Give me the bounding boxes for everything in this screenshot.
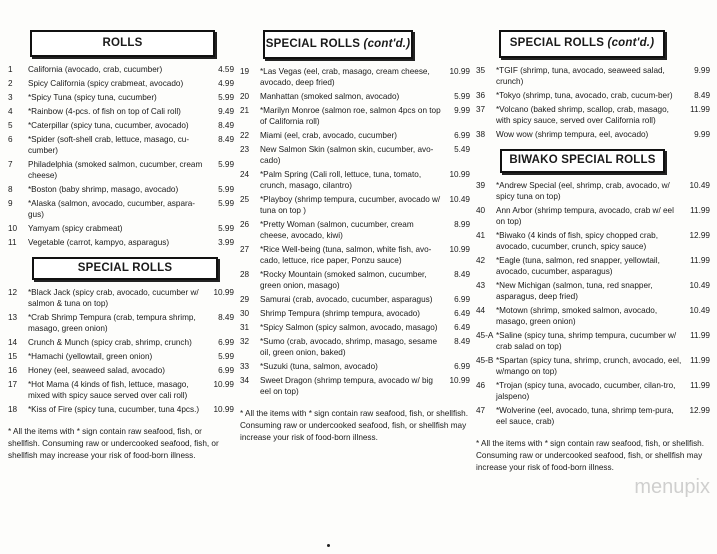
item-number: 24 xyxy=(240,170,250,179)
menu-item xyxy=(8,312,234,334)
item-number: 33 xyxy=(240,362,250,371)
menu-item xyxy=(240,194,470,216)
menu-item xyxy=(476,330,710,352)
item-description: New Salmon Skin (salmon skin, cucumber, avo-cado) xyxy=(260,145,434,165)
item-description: *TGIF (shrimp, tuna, avocado, seaweed salad, crunch) xyxy=(496,66,665,86)
menu-item xyxy=(476,255,710,277)
item-description: Miami (eel, crab, avocado, cucumber) xyxy=(260,131,397,140)
item-price: 9.99 xyxy=(454,106,470,115)
item-number: 46 xyxy=(476,381,486,390)
item-price: 10.49 xyxy=(689,181,710,190)
menu-item xyxy=(8,365,234,376)
menu-item xyxy=(8,287,234,309)
column-3 xyxy=(476,30,710,499)
menu-item xyxy=(240,144,470,166)
item-price: 10.49 xyxy=(689,306,710,315)
menu-item xyxy=(240,130,470,141)
item-price: 8.99 xyxy=(454,220,470,229)
special-rolls-heading: SPECIAL ROLLS xyxy=(32,257,218,280)
menu-item xyxy=(8,337,234,348)
item-description: *Hot Mama (4 kinds of fish, lettuce, masago, mixed with spicy sauce served over cali roll) xyxy=(28,380,189,400)
item-description: *Sumo (crab, avocado, shrimp, masago, sesame oil, green onion, baked) xyxy=(260,337,438,357)
rolls-heading: ROLLS xyxy=(30,30,215,57)
menu-item xyxy=(240,91,470,102)
column-1 xyxy=(8,30,234,462)
item-price: 11.99 xyxy=(690,331,710,340)
item-number: 38 xyxy=(476,130,486,139)
menu-item xyxy=(8,379,234,401)
item-number: 42 xyxy=(476,256,486,265)
item-description: *Spicy Salmon (spicy salmon, avocado, masago) xyxy=(260,323,438,332)
menu-item xyxy=(476,104,710,126)
heading-text: SPECIAL ROLLS xyxy=(509,37,605,49)
item-number: 20 xyxy=(240,92,250,101)
menu-item xyxy=(476,380,710,402)
special-rolls-contd-heading-2 xyxy=(499,30,665,58)
item-number: 36 xyxy=(476,91,486,100)
menu-item xyxy=(240,105,470,127)
raw-food-notice: * All the items with * sign contain raw seafood, fish, or shellfish. Consuming raw or undercooked seafood, fish, or shellfish may increase your risk of food-born illness. xyxy=(8,427,219,460)
item-price: 10.99 xyxy=(449,245,470,254)
item-price: 9.99 xyxy=(694,66,710,75)
item-number: 27 xyxy=(240,245,250,254)
item-description: *Andrew Special (eel, shrimp, crab, avocado, w/ spicy tuna on top) xyxy=(496,181,670,201)
special-rolls-contd-heading xyxy=(263,30,413,59)
item-number: 29 xyxy=(240,295,250,304)
item-price: 3.99 xyxy=(218,238,234,247)
item-description: *Volcano (baked shrimp, scallop, crab, masago, with spicy sauce, served over California roll) xyxy=(496,105,669,125)
item-number: 12 xyxy=(8,288,18,297)
heading-text: SPECIAL ROLLS xyxy=(265,38,361,50)
item-price: 5.99 xyxy=(454,92,470,101)
item-price: 9.99 xyxy=(694,130,710,139)
menu-item xyxy=(8,92,234,103)
menu-item xyxy=(8,159,234,181)
menu-item xyxy=(8,237,234,248)
item-price: 12.99 xyxy=(689,406,710,415)
item-price: 10.99 xyxy=(449,376,470,385)
item-description: Ann Arbor (shrimp tempura, avocado, crab w/ eel on top) xyxy=(496,206,674,226)
item-number: 41 xyxy=(476,231,486,240)
menu-item xyxy=(476,90,710,101)
item-price: 6.49 xyxy=(454,323,470,332)
menu-item xyxy=(8,120,234,131)
item-price: 6.99 xyxy=(454,295,470,304)
item-price: 11.99 xyxy=(690,381,710,390)
menu-item xyxy=(8,223,234,234)
menu-item xyxy=(240,66,470,88)
item-description: *Rainbow (4-pcs. of fish on top of Cali roll) xyxy=(28,107,181,116)
menu-item xyxy=(240,322,470,333)
item-description: California (avocado, crab, cucumber) xyxy=(28,65,163,74)
item-price: 8.49 xyxy=(218,135,234,144)
item-price: 11.99 xyxy=(690,105,710,114)
item-price: 6.49 xyxy=(454,309,470,318)
menu-item xyxy=(8,404,234,415)
item-number: 17 xyxy=(8,380,18,389)
item-price: 8.49 xyxy=(454,270,470,279)
menu-item xyxy=(240,336,470,358)
item-description: *Trojan (spicy tuna, avocado, cucumber, cilan-tro, jalspeno) xyxy=(496,381,676,401)
item-number: 45-B xyxy=(476,356,494,365)
item-number: 1 xyxy=(8,65,13,74)
item-price: 8.49 xyxy=(218,313,234,322)
item-price: 10.49 xyxy=(449,195,470,204)
menu-item xyxy=(476,280,710,302)
item-price: 12.99 xyxy=(689,231,710,240)
item-number: 25 xyxy=(240,195,250,204)
menu-item xyxy=(476,230,710,252)
item-description: Shrimp Tempura (shrimp tempura, avocado) xyxy=(260,309,421,318)
item-number: 22 xyxy=(240,131,250,140)
item-price: 5.99 xyxy=(218,93,234,102)
item-description: *Marilyn Monroe (salmon roe, salmon 4pcs on top of California roll) xyxy=(260,106,441,126)
item-description: *New Michigan (salmon, tuna, red snapper, asparagus, deep fried) xyxy=(496,281,653,301)
item-number: 10 xyxy=(8,224,18,233)
item-number: 39 xyxy=(476,181,486,190)
item-number: 31 xyxy=(240,323,250,332)
special-rolls-list xyxy=(8,287,234,418)
item-number: 21 xyxy=(240,106,250,115)
item-description: *Las Vegas (eel, crab, masago, cream cheese, avocado, deep fried) xyxy=(260,67,430,87)
item-price: 8.49 xyxy=(694,91,710,100)
special-rolls-contd-list-2 xyxy=(476,65,710,143)
menu-item xyxy=(240,169,470,191)
item-description: *Spartan (spicy tuna, shrimp, crunch, avocado, eel, w/mango on top) xyxy=(496,356,682,376)
item-price: 6.99 xyxy=(218,338,234,347)
item-description: *Saline (spicy tuna, shrimp tempura, cucumber w/ crab salad on top) xyxy=(496,331,677,351)
item-price: 6.99 xyxy=(454,131,470,140)
biwako-special-rolls-heading: BIWAKO SPECIAL ROLLS xyxy=(500,149,665,173)
item-description: *Eagle (tuna, salmon, red snapper, yellowtail, avocado, cucumber, asparagus) xyxy=(496,256,660,276)
item-number: 43 xyxy=(476,281,486,290)
item-number: 45-A xyxy=(476,331,494,340)
menu-item xyxy=(8,134,234,156)
biwako-special-rolls-list xyxy=(476,180,710,430)
item-number: 37 xyxy=(476,105,486,114)
item-price: 6.99 xyxy=(454,362,470,371)
item-price: 5.99 xyxy=(218,224,234,233)
menu-item xyxy=(8,78,234,89)
item-price: 10.99 xyxy=(449,170,470,179)
item-price: 10.99 xyxy=(213,288,234,297)
item-number: 13 xyxy=(8,313,18,322)
item-description: Sweet Dragon (shrimp tempura, avocado w/ big eel on top) xyxy=(260,376,433,396)
menu-item xyxy=(240,294,470,305)
item-description: *Crab Shrimp Tempura (crab, tempura shrimp, masago, green onion) xyxy=(28,313,196,333)
item-price: 5.99 xyxy=(218,185,234,194)
special-rolls-contd-list xyxy=(240,66,470,400)
menu-item xyxy=(476,305,710,327)
item-number: 4 xyxy=(8,107,13,116)
item-price: 4.59 xyxy=(218,65,234,74)
item-description: *Wolverine (eel, avocado, tuna, shrimp tem-pura, eel sauce, crab) xyxy=(496,406,674,426)
item-description: *Kiss of Fire (spicy tuna, cucumber, tuna 4pcs.) xyxy=(28,405,200,414)
menu-item xyxy=(476,180,710,202)
item-description: *Spider (soft-shell crab, lettuce, masago, cu-cumber) xyxy=(28,135,190,155)
item-description: *Rocky Mountain (smoked salmon, cucumber, green onion, masago) xyxy=(260,270,427,290)
item-number: 44 xyxy=(476,306,486,315)
menu-item xyxy=(240,375,470,397)
item-price: 11.99 xyxy=(690,206,710,215)
item-price: 11.99 xyxy=(690,256,710,265)
menu-item xyxy=(240,244,470,266)
item-number: 18 xyxy=(8,405,18,414)
item-number: 11 xyxy=(8,238,17,247)
item-description: *Caterpillar (spicy tuna, cucumber, avocado) xyxy=(28,121,189,130)
item-description: Spicy California (spicy crabmeat, avocado) xyxy=(28,79,184,88)
item-description: *Alaska (salmon, avocado, cucumber, aspara-gus) xyxy=(28,199,196,219)
item-description: *Tokyo (shrimp, tuna, avocado, crab, cucum-ber) xyxy=(496,91,673,100)
raw-food-notice: * All the items with * sign contain raw seafood, fish, or shellfish. Consuming raw or undercooked seafood, fish, or shellfish may increase your risk of food-born illness. xyxy=(240,409,468,442)
item-price: 5.99 xyxy=(218,199,234,208)
item-number: 30 xyxy=(240,309,250,318)
item-price: 6.99 xyxy=(218,366,234,375)
menu-item xyxy=(8,64,234,75)
item-description: Manhattan (smoked salmon, avocado) xyxy=(260,92,400,101)
item-description: *Biwako (4 kinds of fish, spicy chopped crab, avocado, cucumber, crunch, spicy sauce) xyxy=(496,231,659,251)
item-number: 23 xyxy=(240,145,250,154)
page-dot xyxy=(327,544,330,547)
raw-food-notice: * All the items with * sign contain raw seafood, fish, or shellfish. Consuming raw or undercooked seafood, fish, or shellfish may increase your risk of food-born illness. xyxy=(476,439,704,472)
item-number: 19 xyxy=(240,67,250,76)
item-description: Philadelphia (smoked salmon, cucumber, cream cheese) xyxy=(28,160,203,180)
column-2 xyxy=(240,30,470,444)
item-description: Samurai (crab, avocado, cucumber, asparagus) xyxy=(260,295,433,304)
item-number: 34 xyxy=(240,376,250,385)
item-description: *Pretty Woman (salmon, cucumber, cream cheese, avocado, kiwi) xyxy=(260,220,414,240)
heading-suffix: (cont'd.) xyxy=(607,37,655,49)
item-description: *Hamachi (yellowtail, green onion) xyxy=(28,352,153,361)
item-number: 3 xyxy=(8,93,13,102)
item-description: *Boston (baby shrimp, masago, avocado) xyxy=(28,185,179,194)
item-price: 8.49 xyxy=(218,121,234,130)
watermark-logo: menupix xyxy=(634,476,710,498)
item-description: *Suzuki (tuna, salmon, avocado) xyxy=(260,362,378,371)
item-price: 9.49 xyxy=(218,107,234,116)
item-description: *Motown (shrimp, smoked salmon, avocado, masago, green onion) xyxy=(496,306,658,326)
item-number: 40 xyxy=(476,206,486,215)
menu-item xyxy=(476,405,710,427)
item-number: 8 xyxy=(8,185,13,194)
menu-item xyxy=(240,219,470,241)
menu-item xyxy=(476,65,710,87)
heading-suffix: (cont'd.) xyxy=(363,38,411,50)
item-description: Honey (eel, seaweed salad, avocado) xyxy=(28,366,165,375)
item-description: Vegetable (carrot, kampyo, asparagus) xyxy=(28,238,170,247)
item-number: 26 xyxy=(240,220,250,229)
item-number: 47 xyxy=(476,406,486,415)
item-price: 5.99 xyxy=(218,160,234,169)
item-number: 7 xyxy=(8,160,13,169)
item-price: 10.99 xyxy=(213,380,234,389)
menu-item xyxy=(476,355,710,377)
item-number: 6 xyxy=(8,135,13,144)
item-price: 8.49 xyxy=(454,337,470,346)
item-number: 5 xyxy=(8,121,13,130)
item-description: *Black Jack (spicy crab, avocado, cucumber w/ salmon & tuna on top) xyxy=(28,288,199,308)
item-price: 10.49 xyxy=(689,281,710,290)
item-description: Crunch & Munch (spicy crab, shrimp, crunch) xyxy=(28,338,192,347)
menu-item xyxy=(476,205,710,227)
item-number: 16 xyxy=(8,366,18,375)
item-number: 15 xyxy=(8,352,18,361)
item-description: Yamyam (spicy crabmeat) xyxy=(28,224,123,233)
item-number: 35 xyxy=(476,66,486,75)
menu-item xyxy=(8,184,234,195)
menu-item xyxy=(8,198,234,220)
menu-item xyxy=(240,308,470,319)
menu-item xyxy=(240,269,470,291)
menu-item xyxy=(240,361,470,372)
menu-item xyxy=(8,351,234,362)
item-price: 4.99 xyxy=(218,79,234,88)
menu-item xyxy=(8,106,234,117)
item-number: 14 xyxy=(8,338,18,347)
item-description: *Playboy (shrimp tempura, cucumber, avocado w/ tuna on top ) xyxy=(260,195,441,215)
item-description: Wow wow (shrimp tempura, eel, avocado) xyxy=(496,130,649,139)
item-description: *Spicy Tuna (spicy tuna, cucumber) xyxy=(28,93,157,102)
item-price: 10.99 xyxy=(449,67,470,76)
item-description: *Palm Spring (Cali roll, lettuce, tuna, tomato, crunch, masago, cilantro) xyxy=(260,170,422,190)
item-number: 2 xyxy=(8,79,13,88)
item-price: 5.99 xyxy=(218,352,234,361)
item-price: 5.49 xyxy=(454,145,470,154)
item-number: 9 xyxy=(8,199,13,208)
item-number: 32 xyxy=(240,337,250,346)
item-number: 28 xyxy=(240,270,250,279)
item-price: 10.99 xyxy=(213,405,234,414)
rolls-list xyxy=(8,64,234,251)
item-price: 11.99 xyxy=(690,356,710,365)
menu-item xyxy=(476,129,710,140)
item-description: *Rice Well-being (tuna, salmon, white fish, avo-cado, lettuce, rice paper, Ponzu sauce) xyxy=(260,245,432,265)
